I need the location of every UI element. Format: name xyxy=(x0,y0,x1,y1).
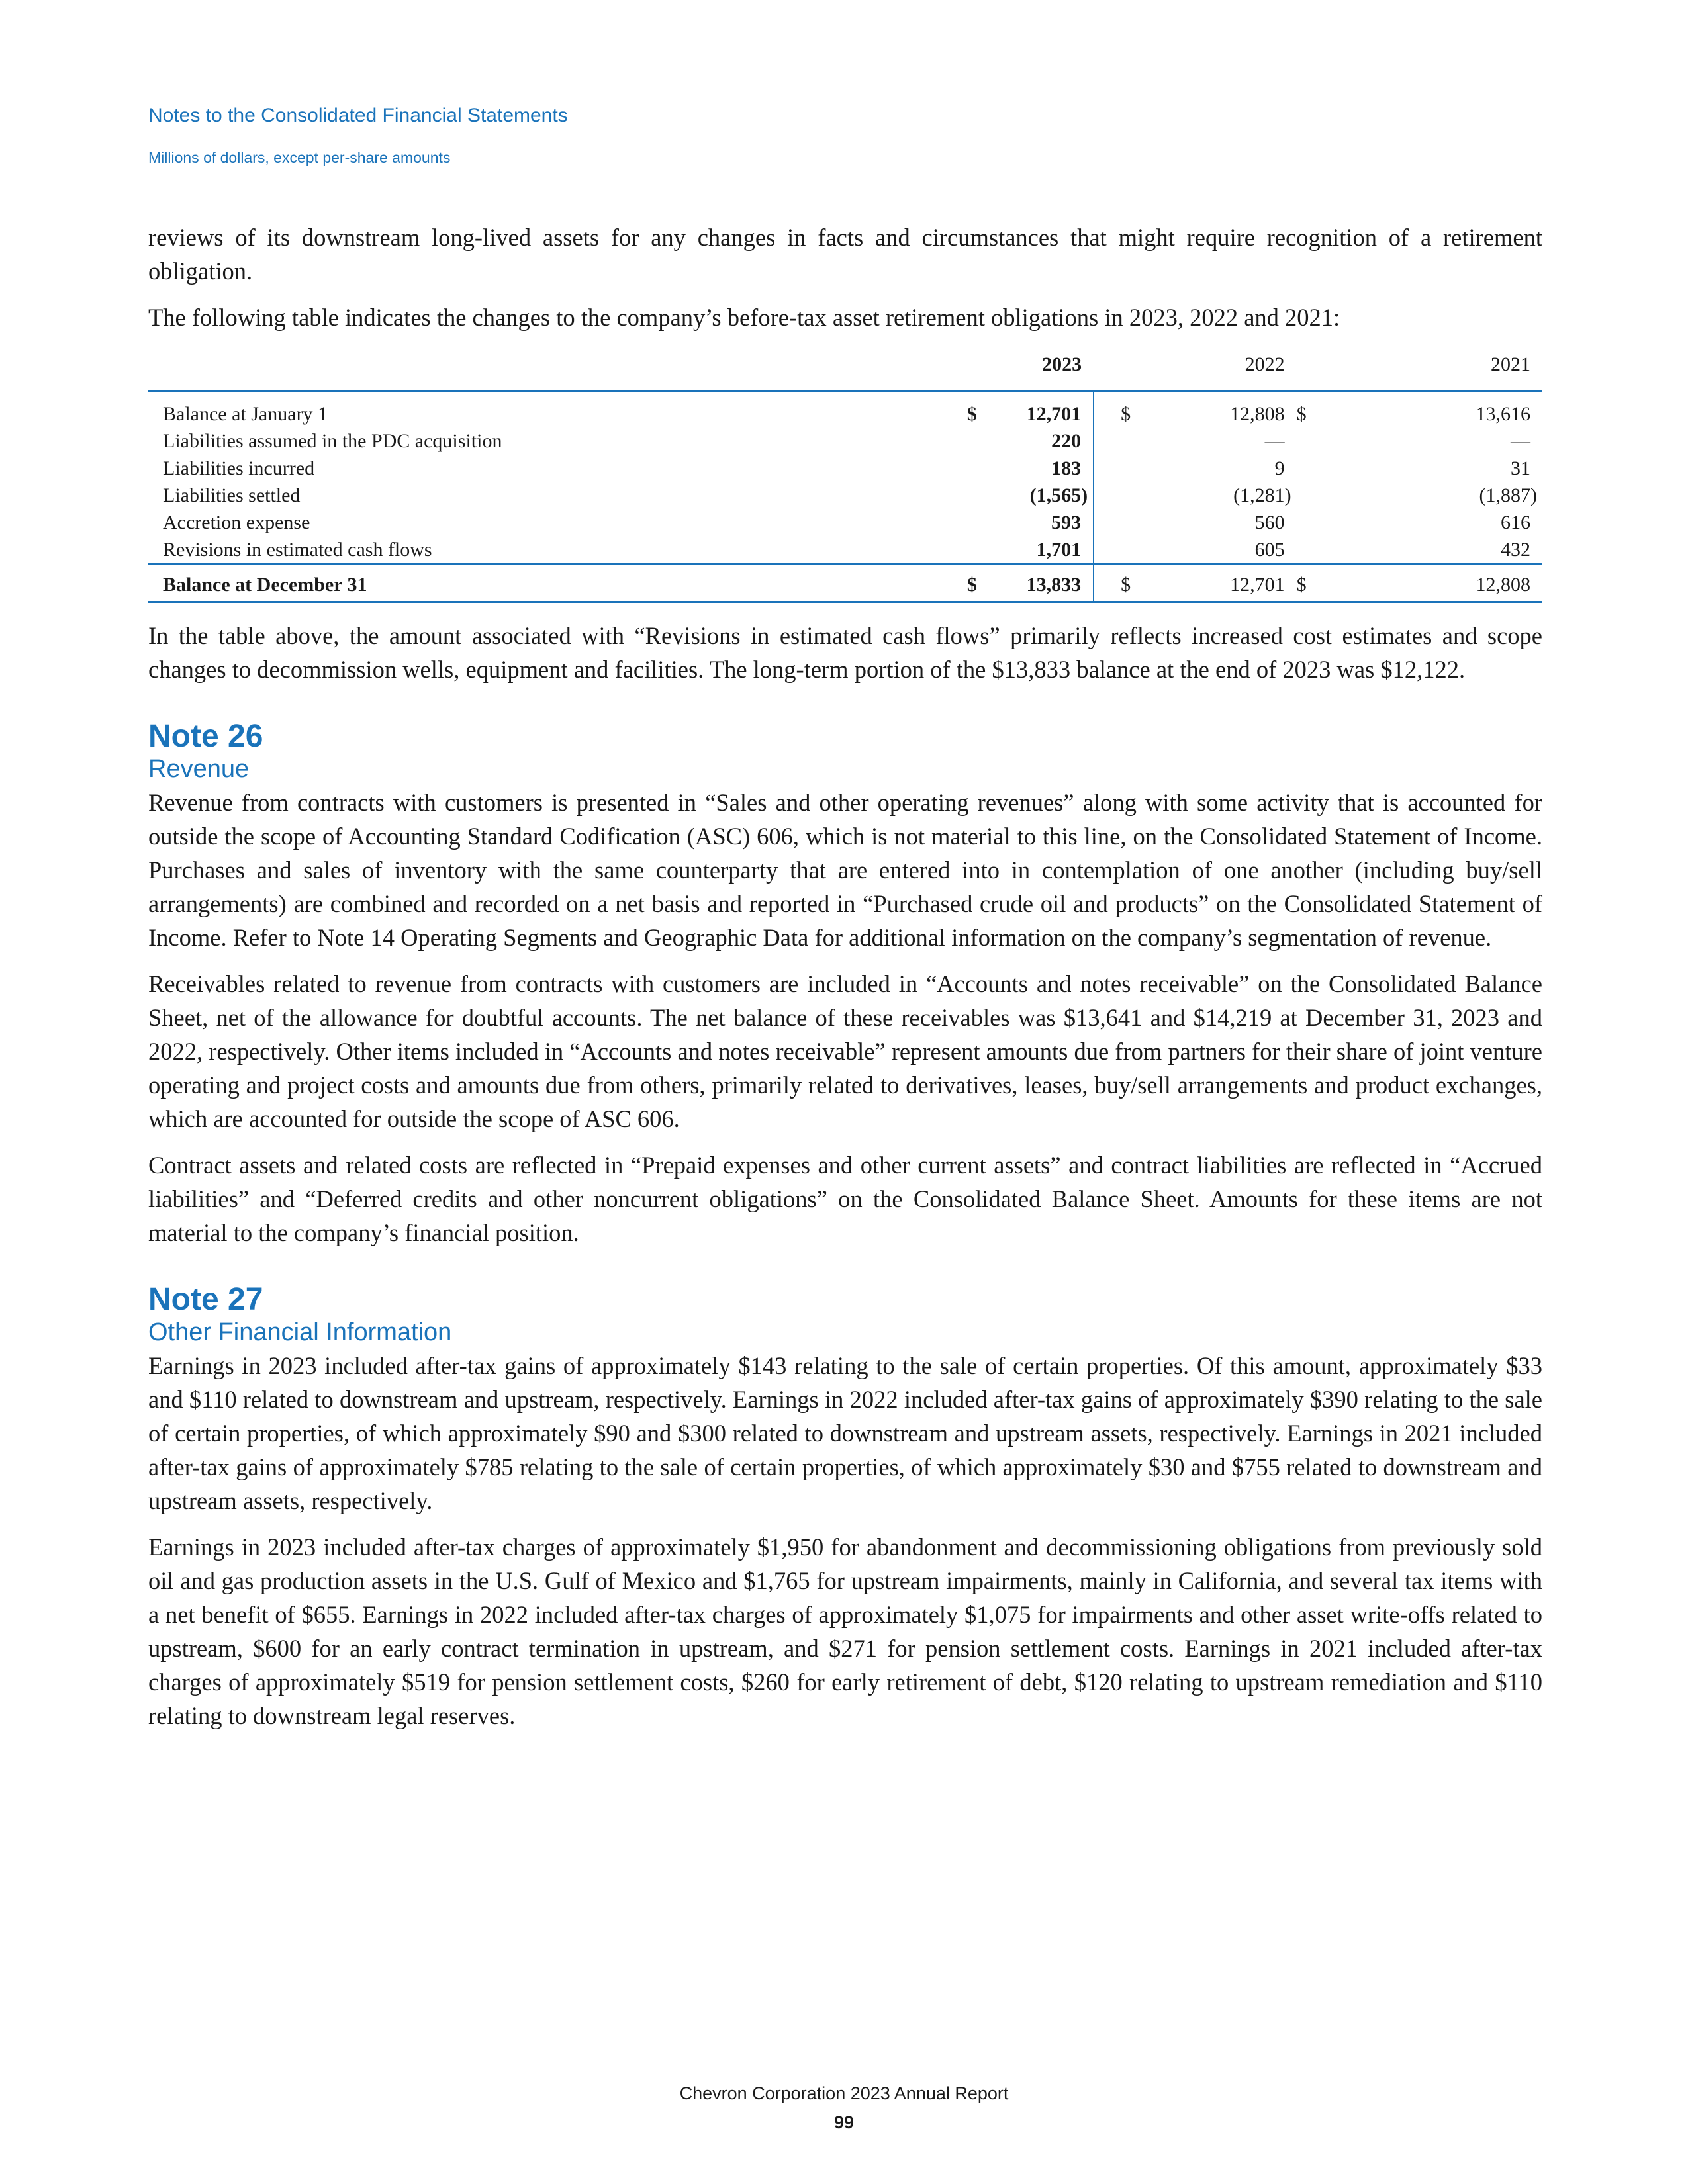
table-intro-paragraph: The following table indicates the changes to the company’s before-tax asset retirement obligations in 2023, 2022 and 2021: xyxy=(148,304,1340,331)
currency-symbol: $ xyxy=(1121,574,1131,596)
footer-report-name: Chevron Corporation 2023 Annual Report xyxy=(679,2083,1009,2103)
note-27-paragraph: Earnings in 2023 included after-tax gains of approximately $143 relating to the sale of certain properties. Of this amount, approximately $33 and $110 related to downstream and upstream, respectively. Earnings in 2022 included after-tax gains of approximately $390 relating to the sale of certain properties, of which approximately $90 and $300 related to downstream and upstream assets, respectively. Earnings in 2021 included after-tax gains of approximately $785 relating to the sale of certain properties, of which approximately $30 and $755 related to downstream and upstream assets, respectively. xyxy=(148,1352,1542,1514)
row-label: Liabilities settled xyxy=(163,484,301,506)
value-2022: 605 xyxy=(1254,539,1285,561)
total-2022: 12,701 xyxy=(1230,574,1285,596)
total-2023: 13,833 xyxy=(994,565,1094,602)
aro-table xyxy=(148,347,1542,603)
row-label: Accretion expense xyxy=(163,512,310,533)
currency-symbol: $ xyxy=(1121,403,1131,425)
note-27-subtitle: Other Financial Information xyxy=(148,1318,452,1346)
note-27-paragraph: Earnings in 2023 included after-tax charges of approximately $1,950 for abandonment and decommissioning obligations from previously sold oil and gas production assets in the U.S. Gulf of Mexico and $1,765 for upstream impairments, mainly in California, and several tax items with a net benefit of $655. Earnings in 2022 included after-tax charges of approximately $1,075 for impairments and other asset write-offs related to upstream, $600 for an early contract termination in upstream, and $271 for pension settlement costs. Earnings in 2021 included after-tax charges of approximately $519 for pension settlement costs, $260 for early retirement of debt, $120 relating to upstream remediation and $110 relating to downstream legal reserves. xyxy=(148,1533,1542,1729)
note-26-subtitle: Revenue xyxy=(148,755,250,783)
table-total-row xyxy=(148,565,1542,602)
header-subtitle: Millions of dollars, except per-share amounts xyxy=(148,149,451,166)
value-2023: 593 xyxy=(994,509,1094,536)
value-2021: 432 xyxy=(1501,539,1530,561)
table-row xyxy=(148,455,1542,482)
table-row xyxy=(148,482,1542,509)
header-title: Notes to the Consolidated Financial Statements xyxy=(148,105,568,126)
table-row xyxy=(148,509,1542,536)
note-26-paragraph: Revenue from contracts with customers is presented in “Sales and other operating revenues” along with some activity that is accounted for outside the scope of Accounting Standard Codification (ASC) 606, which is not material to this line, on the Consolidated Statement of Income. Purchases and sales of inventory with the same counterparty that are entered into in contemplation of one another (including buy/sell arrangements) are combined and recorded on a net basis and reported in “Purchased crude oil and products” on the Consolidated Statement of Income. Refer to Note 14 Operating Segments and Geographic Data for additional information on the company’s segmentation of revenue. xyxy=(148,789,1542,951)
total-2021: 12,808 xyxy=(1476,574,1530,596)
value-2021: (1,887) xyxy=(1479,484,1537,506)
value-2021: 31 xyxy=(1511,457,1530,479)
row-label: Revisions in estimated cash flows xyxy=(163,539,432,561)
table-header-row xyxy=(148,347,1542,392)
note-26-title: Note 26 xyxy=(148,719,263,754)
note-26-paragraph: Receivables related to revenue from contracts with customers are included in “Accounts and notes receivable” on the Consolidated Balance Sheet, net of the allowance for doubtful accounts. The net balance of these receivables was $13,641 and $14,219 at December 31, 2023 and 2022, respectively. Other items included in “Accounts and notes receivable” represent amounts due from partners for their share of joint venture operating and project costs and amounts due from others, primarily related to derivatives, leases, buy/sell arrangements and product exchanges, which are accounted for outside the scope of ASC 606. xyxy=(148,970,1542,1132)
currency-symbol: $ xyxy=(1296,574,1307,596)
value-2023: (1,565) xyxy=(994,482,1094,509)
row-label: Balance at January 1 xyxy=(163,403,328,425)
page-content xyxy=(148,220,1542,1745)
intro-paragraph: reviews of its downstream long-lived assets for any changes in facts and circumstances that might require recognition of a retirement obligation. xyxy=(148,224,1542,285)
value-2023: 220 xyxy=(994,428,1094,455)
value-2021: 13,616 xyxy=(1476,403,1530,425)
value-2023: 1,701 xyxy=(994,536,1094,565)
currency-symbol: $ xyxy=(966,403,977,425)
table-row xyxy=(148,536,1542,565)
currency-symbol: $ xyxy=(1296,403,1307,425)
row-label: Liabilities incurred xyxy=(163,457,315,479)
value-2023: 12,701 xyxy=(994,392,1094,428)
value-2022: 9 xyxy=(1274,457,1285,479)
col-header-2022: 2022 xyxy=(1244,353,1285,375)
table-row xyxy=(148,392,1542,428)
footer-page-number: 99 xyxy=(833,2113,855,2132)
table-explanation-paragraph: In the table above, the amount associated with “Revisions in estimated cash flows” primarily reflects increased cost estimates and scope changes to decommission wells, equipment and facilities. The long-term portion of the $13,833 balance at the end of 2023 was $12,122. xyxy=(148,622,1542,683)
table-row xyxy=(148,428,1542,455)
value-2022: 12,808 xyxy=(1230,403,1285,425)
value-2022: (1,281) xyxy=(1233,484,1291,506)
total-label: Balance at December 31 xyxy=(163,574,367,596)
value-2022: — xyxy=(1264,430,1285,452)
value-2021: 616 xyxy=(1501,512,1530,533)
currency-symbol: $ xyxy=(966,574,977,596)
value-2021: — xyxy=(1511,430,1530,452)
col-header-2021: 2021 xyxy=(1491,353,1530,375)
row-label: Liabilities assumed in the PDC acquisition xyxy=(163,430,502,452)
col-header-2023: 2023 xyxy=(1042,353,1082,375)
note-26-paragraph: Contract assets and related costs are reflected in “Prepaid expenses and other current assets” and contract liabilities are reflected in “Accrued liabilities” and “Deferred credits and other noncurrent obligations” on the Consolidated Balance Sheet. Amounts for these items are not material to the company’s financial position. xyxy=(148,1152,1542,1246)
value-2022: 560 xyxy=(1254,512,1285,533)
value-2023: 183 xyxy=(994,455,1094,482)
note-27-title: Note 27 xyxy=(148,1282,263,1317)
